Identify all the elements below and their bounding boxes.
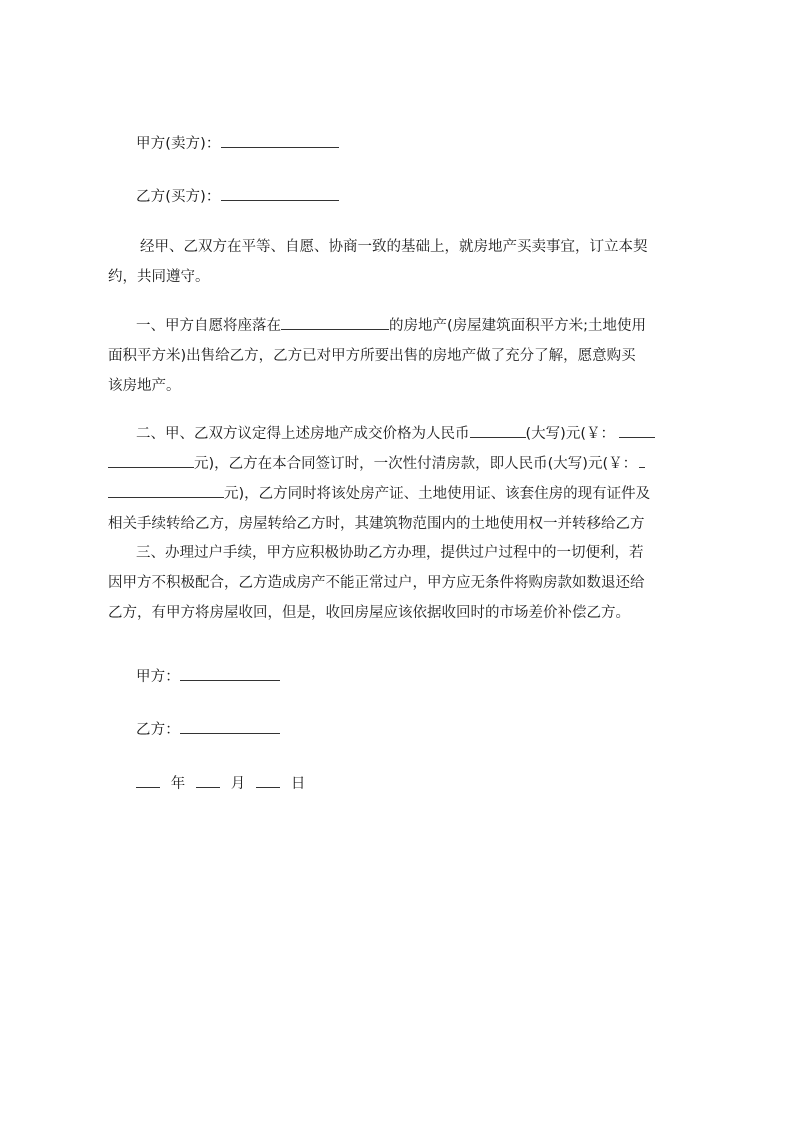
price-figure-blank-b[interactable]: [108, 453, 194, 468]
party-b-label: 乙方：: [136, 722, 180, 738]
day-blank[interactable]: [256, 773, 280, 788]
clause-3-line-3: 乙方，有甲方将房屋收回，但是，收回房屋应该依据收回时的市场差价补偿乙方。: [108, 605, 630, 621]
party-a-blank[interactable]: [180, 666, 280, 681]
intro-paragraph: [108, 232, 648, 292]
payment-figure-blank-b[interactable]: [108, 483, 224, 498]
buyer-blank[interactable]: [221, 186, 339, 201]
clause-2-line-3: [108, 479, 655, 509]
clause-1-text-a: 一、甲方自愿将座落在: [136, 318, 281, 334]
buyer-label: 乙方(买方)：: [136, 189, 221, 205]
clause-1-line-3: 该房地产。: [108, 378, 181, 394]
clause-2: [108, 419, 655, 539]
location-blank[interactable]: [281, 315, 389, 330]
clause-1: [108, 311, 646, 401]
clause-2-line-4: 相关手续转给乙方，房屋转给乙方时，其建筑物范围内的土地使用权一并转移给乙方: [108, 516, 645, 532]
payment-figure-blank-a[interactable]: [639, 453, 645, 468]
clause-1-line-1: [108, 311, 646, 341]
party-a-signature: [136, 665, 280, 686]
intro-line-2: 约，共同遵守。: [108, 269, 210, 285]
intro-line-1: 经甲、乙双方在平等、自愿、协商一致的基础上，就房地产买卖事宜，订立本契: [140, 239, 648, 255]
year-label: 年: [170, 776, 186, 792]
clause-1-line-2: 面积平方米)出售给乙方，乙方已对甲方所要出售的房地产做了充分了解，愿意购买: [108, 348, 636, 364]
party-b-signature: [136, 718, 280, 739]
clause-3-line-2: 因甲方不积极配合，乙方造成房产不能正常过户，甲方应无条件将购房款如数退还给: [108, 575, 645, 591]
clause-2-text-a: 二、甲、乙双方议定得上述房地产成交价格为人民币: [136, 426, 470, 442]
clause-2-text-d: 元)，乙方同时将该处房产证、土地使用证、该套住房的现有证件及: [224, 486, 651, 502]
seller-blank[interactable]: [221, 133, 339, 148]
price-blank[interactable]: [470, 423, 526, 438]
date-line: [136, 772, 311, 793]
clause-2-line-1: [108, 419, 655, 449]
party-b-blank[interactable]: [180, 719, 280, 734]
price-figure-blank-a[interactable]: [619, 423, 655, 438]
month-blank[interactable]: [196, 773, 220, 788]
clause-3: [108, 538, 645, 628]
clause-2-line-2: [108, 449, 655, 479]
party-a-label: 甲方：: [136, 669, 180, 685]
month-label: 月: [230, 776, 246, 792]
clause-2-text-c: 元)，乙方在本合同签订时，一次性付清房款，即人民币(大写)元(￥：: [194, 456, 638, 472]
clause-1-text-b: 的房地产(房屋建筑面积平方米;土地使用: [389, 318, 647, 334]
clause-3-line-1: 三、办理过户手续，甲方应积极协助乙方办理，提供过户过程中的一切便利，若: [136, 545, 644, 561]
year-blank[interactable]: [136, 773, 160, 788]
seller-label: 甲方(卖方)：: [136, 136, 221, 152]
day-label: 日: [290, 776, 306, 792]
clause-2-text-b: (大写)元(￥：: [525, 426, 615, 442]
buyer-line: [136, 185, 339, 206]
seller-line: [136, 132, 339, 153]
